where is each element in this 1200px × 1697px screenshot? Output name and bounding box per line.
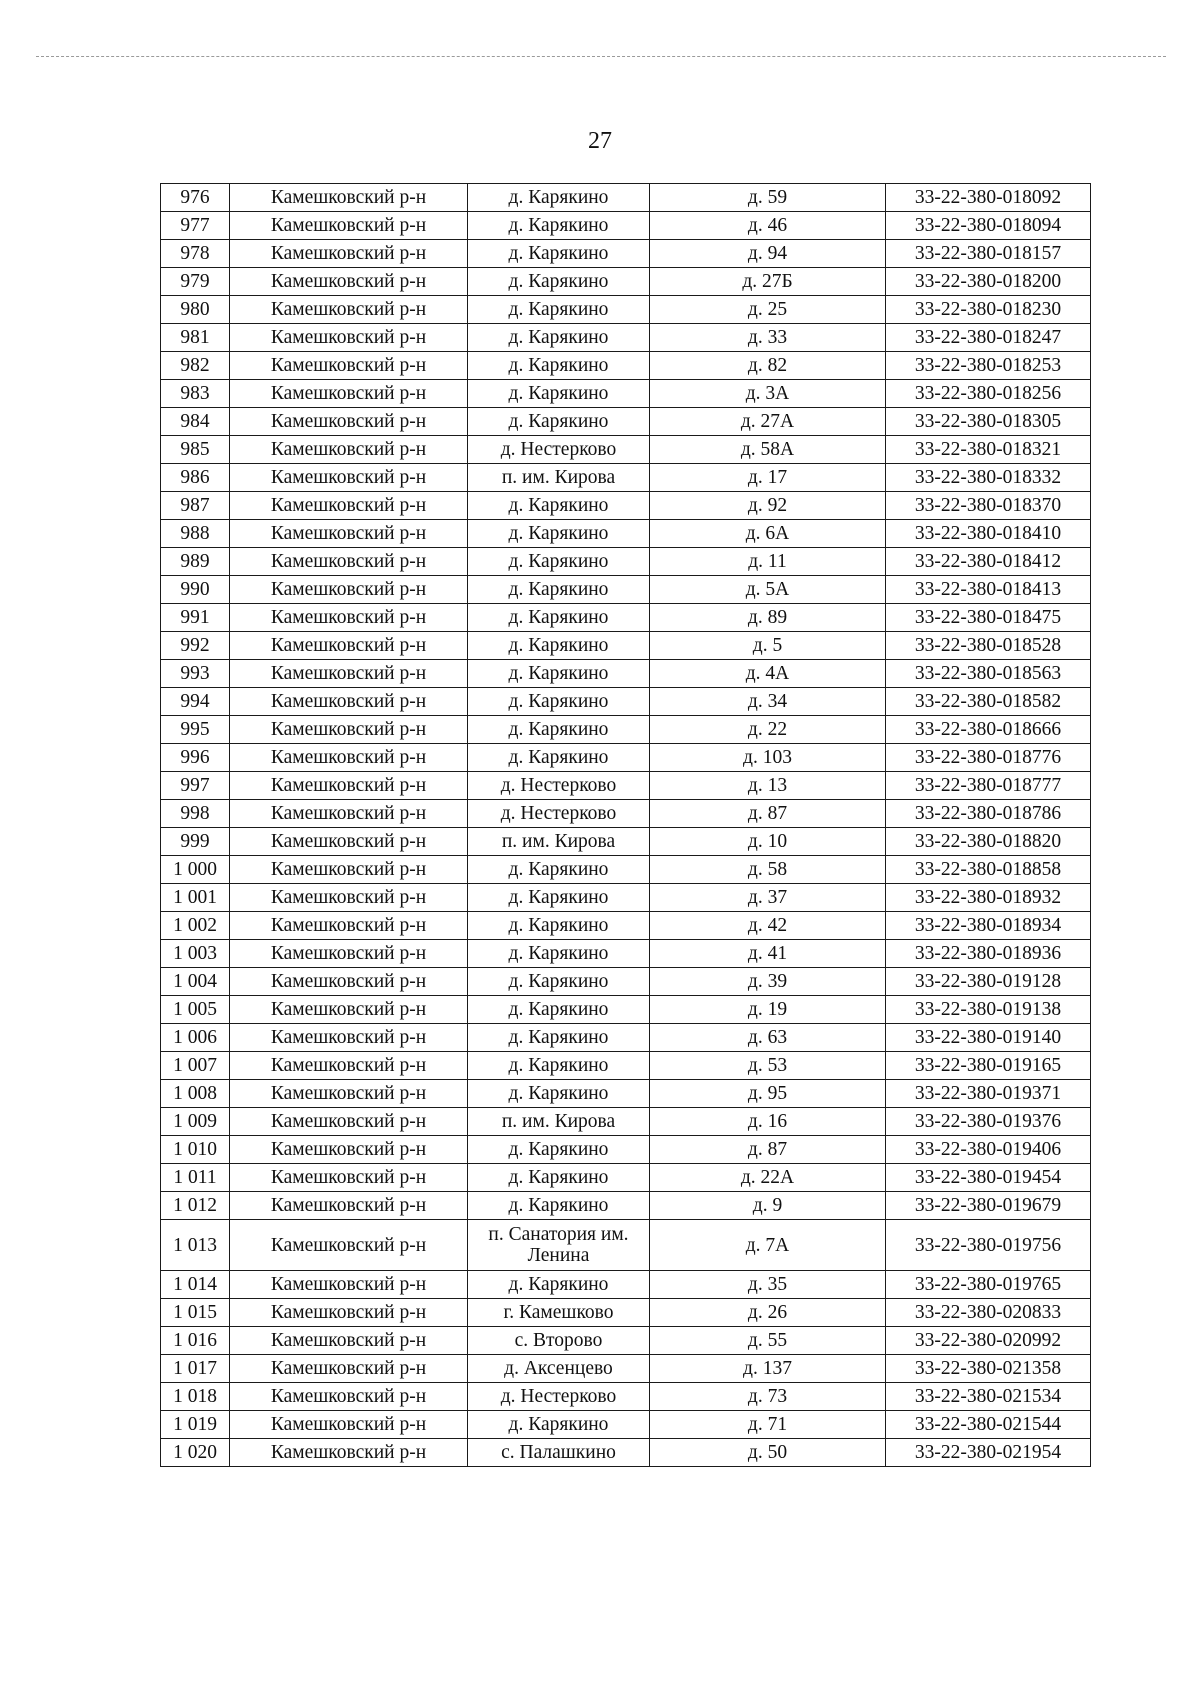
table-row [161,1024,1091,1052]
cadastral-number-cell: 33-22-380-019406 [886,1136,1091,1164]
district-cell: Камешковский р-н [230,408,468,436]
table-row [161,548,1091,576]
locality-cell: д. Карякино [468,1411,650,1439]
cadastral-number-cell: 33-22-380-018563 [886,660,1091,688]
row-number-cell: 1 009 [161,1108,230,1136]
cadastral-number-cell: 33-22-380-018305 [886,408,1091,436]
district-cell: Камешковский р-н [230,1052,468,1080]
row-number-cell: 1 007 [161,1052,230,1080]
row-number-cell: 993 [161,660,230,688]
row-number-cell: 982 [161,352,230,380]
row-number-cell: 986 [161,464,230,492]
house-number-cell: д. 26 [650,1299,886,1327]
cadastral-number-cell: 33-22-380-019371 [886,1080,1091,1108]
locality-cell: д. Нестерково [468,772,650,800]
district-cell: Камешковский р-н [230,660,468,688]
table-row [161,1299,1091,1327]
table-row [161,1136,1091,1164]
cadastral-number-cell: 33-22-380-018475 [886,604,1091,632]
cadastral-number-cell: 33-22-380-021544 [886,1411,1091,1439]
locality-cell: д. Карякино [468,576,650,604]
house-number-cell: д. 27А [650,408,886,436]
locality-cell: п. им. Кирова [468,1108,650,1136]
district-cell: Камешковский р-н [230,912,468,940]
cadastral-number-cell: 33-22-380-018370 [886,492,1091,520]
district-cell: Камешковский р-н [230,1411,468,1439]
table-row [161,660,1091,688]
table-row [161,464,1091,492]
row-number-cell: 990 [161,576,230,604]
row-number-cell: 999 [161,828,230,856]
cadastral-number-cell: 33-22-380-018157 [886,240,1091,268]
district-cell: Камешковский р-н [230,1164,468,1192]
district-cell: Камешковский р-н [230,1192,468,1220]
row-number-cell: 981 [161,324,230,352]
row-number-cell: 1 015 [161,1299,230,1327]
district-cell: Камешковский р-н [230,632,468,660]
house-number-cell: д. 22 [650,716,886,744]
table-row [161,1164,1091,1192]
table-row [161,296,1091,324]
cadastral-number-cell: 33-22-380-020992 [886,1327,1091,1355]
row-number-cell: 980 [161,296,230,324]
table-row [161,604,1091,632]
district-cell: Камешковский р-н [230,492,468,520]
cadastral-number-cell: 33-22-380-018256 [886,380,1091,408]
house-number-cell: д. 4А [650,660,886,688]
locality-cell: д. Карякино [468,744,650,772]
house-number-cell: д. 82 [650,352,886,380]
cadastral-number-cell: 33-22-380-019128 [886,968,1091,996]
row-number-cell: 989 [161,548,230,576]
house-number-cell: д. 58А [650,436,886,464]
house-number-cell: д. 19 [650,996,886,1024]
locality-cell: д. Карякино [468,296,650,324]
registry-table [160,183,1091,1467]
house-number-cell: д. 59 [650,184,886,212]
row-number-cell: 1 001 [161,884,230,912]
house-number-cell: д. 5 [650,632,886,660]
cadastral-number-cell: 33-22-380-018413 [886,576,1091,604]
locality-cell: д. Карякино [468,352,650,380]
locality-cell: д. Карякино [468,380,650,408]
locality-cell: д. Карякино [468,184,650,212]
district-cell: Камешковский р-н [230,968,468,996]
row-number-cell: 1 011 [161,1164,230,1192]
cadastral-number-cell: 33-22-380-018934 [886,912,1091,940]
district-cell: Камешковский р-н [230,1220,468,1271]
district-cell: Камешковский р-н [230,604,468,632]
district-cell: Камешковский р-н [230,1299,468,1327]
district-cell: Камешковский р-н [230,828,468,856]
locality-cell: п. им. Кирова [468,828,650,856]
house-number-cell: д. 13 [650,772,886,800]
district-cell: Камешковский р-н [230,1439,468,1467]
district-cell: Камешковский р-н [230,1355,468,1383]
house-number-cell: д. 22А [650,1164,886,1192]
house-number-cell: д. 92 [650,492,886,520]
table-row [161,1080,1091,1108]
table-row [161,380,1091,408]
table-row [161,240,1091,268]
row-number-cell: 983 [161,380,230,408]
house-number-cell: д. 95 [650,1080,886,1108]
row-number-cell: 978 [161,240,230,268]
locality-cell: д. Карякино [468,912,650,940]
district-cell: Камешковский р-н [230,352,468,380]
district-cell: Камешковский р-н [230,520,468,548]
house-number-cell: д. 63 [650,1024,886,1052]
table-row [161,1108,1091,1136]
house-number-cell: д. 16 [650,1108,886,1136]
cadastral-number-cell: 33-22-380-019756 [886,1220,1091,1271]
table-row [161,884,1091,912]
locality-cell: д. Нестерково [468,1383,650,1411]
district-cell: Камешковский р-н [230,1383,468,1411]
locality-cell: д. Карякино [468,968,650,996]
cadastral-number-cell: 33-22-380-019140 [886,1024,1091,1052]
locality-cell: д. Карякино [468,632,650,660]
row-number-cell: 992 [161,632,230,660]
cadastral-number-cell: 33-22-380-018247 [886,324,1091,352]
cadastral-number-cell: 33-22-380-018528 [886,632,1091,660]
locality-cell: д. Карякино [468,996,650,1024]
house-number-cell: д. 25 [650,296,886,324]
table-row [161,828,1091,856]
locality-cell: д. Карякино [468,884,650,912]
district-cell: Камешковский р-н [230,296,468,324]
table-row [161,716,1091,744]
table-row [161,268,1091,296]
cadastral-number-cell: 33-22-380-018820 [886,828,1091,856]
table-row [161,800,1091,828]
row-number-cell: 977 [161,212,230,240]
district-cell: Камешковский р-н [230,940,468,968]
district-cell: Камешковский р-н [230,464,468,492]
cadastral-number-cell: 33-22-380-021954 [886,1439,1091,1467]
row-number-cell: 1 016 [161,1327,230,1355]
row-number-cell: 1 008 [161,1080,230,1108]
registry-table-body [161,184,1091,1467]
district-cell: Камешковский р-н [230,800,468,828]
locality-cell: г. Камешково [468,1299,650,1327]
locality-cell: д. Карякино [468,520,650,548]
cadastral-number-cell: 33-22-380-018410 [886,520,1091,548]
house-number-cell: д. 10 [650,828,886,856]
district-cell: Камешковский р-н [230,772,468,800]
house-number-cell: д. 53 [650,1052,886,1080]
cadastral-number-cell: 33-22-380-018332 [886,464,1091,492]
cadastral-number-cell: 33-22-380-018582 [886,688,1091,716]
row-number-cell: 995 [161,716,230,744]
house-number-cell: д. 94 [650,240,886,268]
house-number-cell: д. 27Б [650,268,886,296]
house-number-cell: д. 6А [650,520,886,548]
row-number-cell: 1 020 [161,1439,230,1467]
locality-cell: д. Карякино [468,324,650,352]
row-number-cell: 979 [161,268,230,296]
district-cell: Камешковский р-н [230,884,468,912]
locality-cell: д. Карякино [468,1164,650,1192]
table-row [161,940,1091,968]
row-number-cell: 985 [161,436,230,464]
row-number-cell: 1 004 [161,968,230,996]
table-row [161,520,1091,548]
table-row [161,212,1091,240]
district-cell: Камешковский р-н [230,716,468,744]
house-number-cell: д. 37 [650,884,886,912]
house-number-cell: д. 42 [650,912,886,940]
table-row [161,856,1091,884]
cadastral-number-cell: 33-22-380-018092 [886,184,1091,212]
cadastral-number-cell: 33-22-380-019138 [886,996,1091,1024]
locality-cell: д. Аксенцево [468,1355,650,1383]
table-row [161,1192,1091,1220]
table-row [161,408,1091,436]
house-number-cell: д. 33 [650,324,886,352]
cadastral-number-cell: 33-22-380-019454 [886,1164,1091,1192]
table-row [161,968,1091,996]
row-number-cell: 1 003 [161,940,230,968]
locality-cell: д. Нестерково [468,436,650,464]
house-number-cell: д. 137 [650,1355,886,1383]
district-cell: Камешковский р-н [230,688,468,716]
row-number-cell: 1 002 [161,912,230,940]
locality-cell: д. Карякино [468,604,650,632]
row-number-cell: 1 019 [161,1411,230,1439]
row-number-cell: 1 006 [161,1024,230,1052]
cadastral-number-cell: 33-22-380-018321 [886,436,1091,464]
row-number-cell: 976 [161,184,230,212]
row-number-cell: 1 005 [161,996,230,1024]
locality-cell: с. Палашкино [468,1439,650,1467]
row-number-cell: 987 [161,492,230,520]
row-number-cell: 997 [161,772,230,800]
locality-cell: д. Карякино [468,492,650,520]
table-row [161,1052,1091,1080]
cadastral-number-cell: 33-22-380-018666 [886,716,1091,744]
table-row [161,744,1091,772]
row-number-cell: 1 010 [161,1136,230,1164]
district-cell: Камешковский р-н [230,548,468,576]
locality-cell: д. Карякино [468,212,650,240]
cadastral-number-cell: 33-22-380-019679 [886,1192,1091,1220]
cadastral-number-cell: 33-22-380-021358 [886,1355,1091,1383]
cadastral-number-cell: 33-22-380-018094 [886,212,1091,240]
locality-cell: д. Карякино [468,1024,650,1052]
table-row [161,492,1091,520]
locality-cell: д. Карякино [468,1080,650,1108]
cadastral-number-cell: 33-22-380-018230 [886,296,1091,324]
house-number-cell: д. 34 [650,688,886,716]
house-number-cell: д. 89 [650,604,886,632]
table-row [161,324,1091,352]
district-cell: Камешковский р-н [230,184,468,212]
locality-cell: д. Карякино [468,408,650,436]
table-row [161,996,1091,1024]
house-number-cell: д. 11 [650,548,886,576]
locality-cell: д. Карякино [468,660,650,688]
row-number-cell: 1 014 [161,1271,230,1299]
locality-cell: д. Карякино [468,688,650,716]
row-number-cell: 998 [161,800,230,828]
table-row [161,632,1091,660]
locality-cell: д. Карякино [468,1192,650,1220]
district-cell: Камешковский р-н [230,1136,468,1164]
locality-cell: д. Карякино [468,856,650,884]
district-cell: Камешковский р-н [230,1327,468,1355]
row-number-cell: 994 [161,688,230,716]
house-number-cell: д. 5А [650,576,886,604]
district-cell: Камешковский р-н [230,436,468,464]
house-number-cell: д. 3А [650,380,886,408]
house-number-cell: д. 55 [650,1327,886,1355]
table-row [161,436,1091,464]
table-row [161,1383,1091,1411]
row-number-cell: 988 [161,520,230,548]
row-number-cell: 1 012 [161,1192,230,1220]
locality-cell: д. Карякино [468,548,650,576]
house-number-cell: д. 50 [650,1439,886,1467]
locality-cell: д. Карякино [468,1271,650,1299]
district-cell: Камешковский р-н [230,1024,468,1052]
cadastral-number-cell: 33-22-380-018776 [886,744,1091,772]
cadastral-number-cell: 33-22-380-018858 [886,856,1091,884]
district-cell: Камешковский р-н [230,1108,468,1136]
district-cell: Камешковский р-н [230,324,468,352]
house-number-cell: д. 73 [650,1383,886,1411]
district-cell: Камешковский р-н [230,1080,468,1108]
cadastral-number-cell: 33-22-380-019376 [886,1108,1091,1136]
district-cell: Камешковский р-н [230,1271,468,1299]
district-cell: Камешковский р-н [230,268,468,296]
cadastral-number-cell: 33-22-380-018200 [886,268,1091,296]
district-cell: Камешковский р-н [230,212,468,240]
house-number-cell: д. 17 [650,464,886,492]
scan-edge-line [36,56,1166,57]
row-number-cell: 996 [161,744,230,772]
house-number-cell: д. 7А [650,1220,886,1271]
cadastral-number-cell: 33-22-380-021534 [886,1383,1091,1411]
house-number-cell: д. 87 [650,800,886,828]
house-number-cell: д. 87 [650,1136,886,1164]
table-row [161,688,1091,716]
district-cell: Камешковский р-н [230,996,468,1024]
locality-cell: с. Второво [468,1327,650,1355]
table-row [161,1439,1091,1467]
table-row [161,576,1091,604]
house-number-cell: д. 35 [650,1271,886,1299]
district-cell: Камешковский р-н [230,576,468,604]
table-row [161,1411,1091,1439]
table-row [161,1327,1091,1355]
locality-cell: п. Санатория им. Ленина [468,1220,650,1271]
house-number-cell: д. 71 [650,1411,886,1439]
table-row [161,352,1091,380]
house-number-cell: д. 103 [650,744,886,772]
cadastral-number-cell: 33-22-380-018412 [886,548,1091,576]
locality-cell: д. Карякино [468,240,650,268]
locality-cell: д. Карякино [468,1052,650,1080]
house-number-cell: д. 58 [650,856,886,884]
locality-cell: д. Карякино [468,940,650,968]
cadastral-number-cell: 33-22-380-020833 [886,1299,1091,1327]
district-cell: Камешковский р-н [230,856,468,884]
cadastral-number-cell: 33-22-380-019165 [886,1052,1091,1080]
row-number-cell: 1 013 [161,1220,230,1271]
row-number-cell: 984 [161,408,230,436]
cadastral-number-cell: 33-22-380-018253 [886,352,1091,380]
row-number-cell: 1 017 [161,1355,230,1383]
cadastral-number-cell: 33-22-380-019765 [886,1271,1091,1299]
page-number: 27 [588,128,612,154]
row-number-cell: 1 018 [161,1383,230,1411]
cadastral-number-cell: 33-22-380-018936 [886,940,1091,968]
row-number-cell: 1 000 [161,856,230,884]
locality-cell: д. Карякино [468,716,650,744]
cadastral-number-cell: 33-22-380-018777 [886,772,1091,800]
table-row [161,1355,1091,1383]
row-number-cell: 991 [161,604,230,632]
locality-cell: д. Карякино [468,1136,650,1164]
table-row [161,912,1091,940]
district-cell: Камешковский р-н [230,744,468,772]
house-number-cell: д. 41 [650,940,886,968]
district-cell: Камешковский р-н [230,380,468,408]
locality-cell: д. Карякино [468,268,650,296]
table-row [161,184,1091,212]
cadastral-number-cell: 33-22-380-018786 [886,800,1091,828]
house-number-cell: д. 9 [650,1192,886,1220]
locality-cell: п. им. Кирова [468,464,650,492]
table-row [161,772,1091,800]
district-cell: Камешковский р-н [230,240,468,268]
cadastral-number-cell: 33-22-380-018932 [886,884,1091,912]
table-row [161,1271,1091,1299]
house-number-cell: д. 46 [650,212,886,240]
table-row [161,1220,1091,1271]
locality-cell: д. Нестерково [468,800,650,828]
house-number-cell: д. 39 [650,968,886,996]
